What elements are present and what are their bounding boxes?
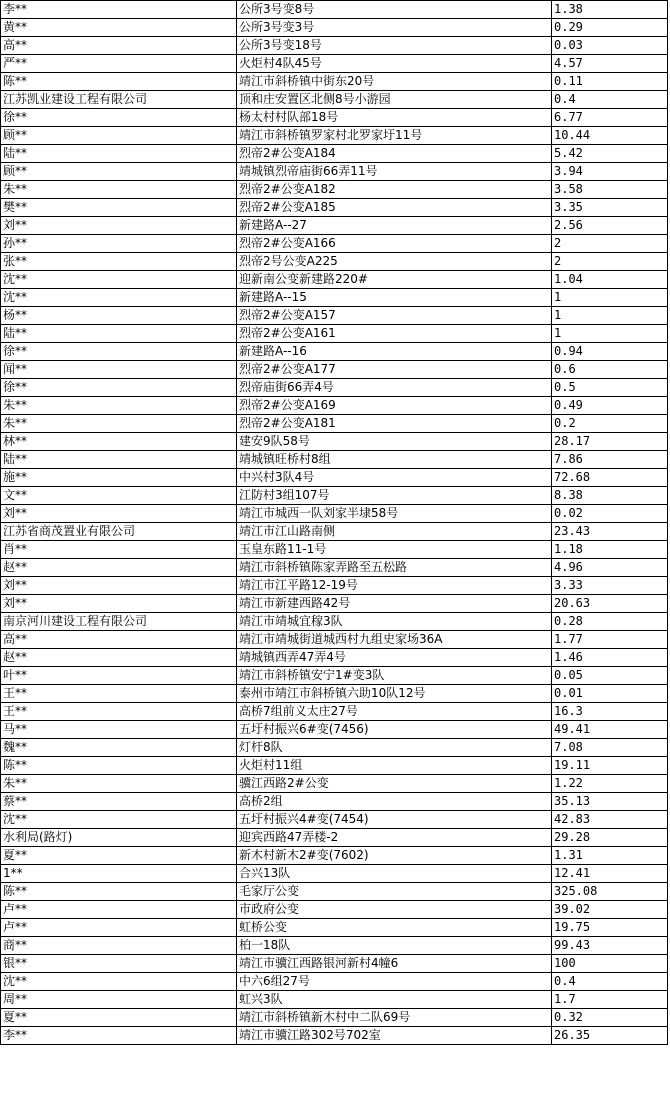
amount-cell: 99.43 [552,937,668,955]
address-cell: 五圩村振兴6#变(7456) [237,721,552,739]
address-cell: 烈帝庙街66弄4号 [237,379,552,397]
table-row [1,1,668,19]
name-cell: 魏** [1,739,237,757]
table-row [1,1009,668,1027]
amount-cell: 0.02 [552,505,668,523]
address-cell: 虹兴3队 [237,991,552,1009]
name-cell: 夏** [1,847,237,865]
name-cell: 赵** [1,559,237,577]
table-row [1,703,668,721]
amount-cell: 7.86 [552,451,668,469]
address-cell: 新木村新木2#变(7602) [237,847,552,865]
address-cell: 靖江市江平路12-19号 [237,577,552,595]
table-row [1,361,668,379]
name-cell: 林** [1,433,237,451]
address-cell: 烈帝2#公变A177 [237,361,552,379]
amount-cell: 1.22 [552,775,668,793]
table-row [1,127,668,145]
table-row [1,613,668,631]
address-cell: 靖江市斜桥镇中街东20号 [237,73,552,91]
table-row [1,667,668,685]
amount-cell: 1.77 [552,631,668,649]
amount-cell: 72.68 [552,469,668,487]
name-cell: 沈** [1,289,237,307]
address-cell: 靖江市靖城宜稼3队 [237,613,552,631]
amount-cell: 1 [552,307,668,325]
amount-cell: 23.43 [552,523,668,541]
table-row [1,883,668,901]
name-cell: 陆** [1,145,237,163]
table-row [1,19,668,37]
name-cell: 沈** [1,271,237,289]
table-row [1,991,668,1009]
address-cell: 迎宾西路47弄楼-2 [237,829,552,847]
table-row [1,469,668,487]
name-cell: 文** [1,487,237,505]
table-row [1,91,668,109]
amount-cell: 20.63 [552,595,668,613]
name-cell: 马** [1,721,237,739]
amount-cell: 0.5 [552,379,668,397]
address-cell: 新建路A--15 [237,289,552,307]
address-cell: 柏一18队 [237,937,552,955]
table-row [1,73,668,91]
name-cell: 李** [1,1,237,19]
amount-cell: 0.4 [552,91,668,109]
amount-cell: 3.35 [552,199,668,217]
address-cell: 烈帝2号公变A225 [237,253,552,271]
amount-cell: 12.41 [552,865,668,883]
amount-cell: 0.11 [552,73,668,91]
name-cell: 樊** [1,199,237,217]
amount-cell: 100 [552,955,668,973]
table-row [1,793,668,811]
name-cell: 沈** [1,973,237,991]
name-cell: 江苏省商茂置业有限公司 [1,523,237,541]
table-row [1,145,668,163]
table-row [1,325,668,343]
address-cell: 建安9队58号 [237,433,552,451]
name-cell: 赵** [1,649,237,667]
table-row [1,541,668,559]
name-cell: 孙** [1,235,237,253]
name-cell: 杨** [1,307,237,325]
table-row [1,55,668,73]
table-row [1,433,668,451]
address-cell: 新建路A--27 [237,217,552,235]
table-row [1,865,668,883]
table-row [1,685,668,703]
address-cell: 靖江市斜桥镇罗家村北罗家圩11号 [237,127,552,145]
name-cell: 周** [1,991,237,1009]
amount-cell: 8.38 [552,487,668,505]
amount-cell: 1.04 [552,271,668,289]
name-cell: 刘** [1,505,237,523]
address-cell: 泰州市靖江市斜桥镇六助10队12号 [237,685,552,703]
address-cell: 公所3号变3号 [237,19,552,37]
name-cell: 徐** [1,109,237,127]
address-cell: 顶和庄安置区北侧8号小游园 [237,91,552,109]
name-cell: 卢** [1,901,237,919]
table-row [1,937,668,955]
table-row [1,163,668,181]
table-row [1,523,668,541]
address-cell: 火炬村11组 [237,757,552,775]
address-cell: 烈帝2#公变A185 [237,199,552,217]
amount-cell: 39.02 [552,901,668,919]
name-cell: 施** [1,469,237,487]
address-cell: 高桥7组前义太庄27号 [237,703,552,721]
address-cell: 迎新南公变新建路220# [237,271,552,289]
name-cell: 朱** [1,397,237,415]
amount-cell: 2.56 [552,217,668,235]
address-cell: 靖江市靖城街道城西村九组史家场36A [237,631,552,649]
name-cell: 刘** [1,595,237,613]
amount-cell: 7.08 [552,739,668,757]
address-cell: 烈帝2#公变A166 [237,235,552,253]
name-cell: 徐** [1,379,237,397]
table-row [1,505,668,523]
table-row [1,739,668,757]
amount-cell: 0.03 [552,37,668,55]
address-cell: 灯杆8队 [237,739,552,757]
name-cell: 朱** [1,415,237,433]
table-row [1,217,668,235]
address-cell: 烈帝2#公变A182 [237,181,552,199]
address-cell: 靖江市城西一队刘家半埭58号 [237,505,552,523]
amount-cell: 1.18 [552,541,668,559]
name-cell: 王** [1,703,237,721]
name-cell: 江苏凯业建设工程有限公司 [1,91,237,109]
name-cell: 高** [1,631,237,649]
table-row [1,379,668,397]
address-cell: 烈帝2#公变A161 [237,325,552,343]
table-row [1,595,668,613]
amount-cell: 29.28 [552,829,668,847]
address-cell: 靖江市骥江路302号702室 [237,1027,552,1045]
name-cell: 银** [1,955,237,973]
amount-cell: 0.6 [552,361,668,379]
address-cell: 靖城镇西弄47弄4号 [237,649,552,667]
table-row [1,757,668,775]
name-cell: 沈** [1,811,237,829]
address-cell: 虹桥公变 [237,919,552,937]
amount-cell: 4.96 [552,559,668,577]
name-cell: 刘** [1,217,237,235]
amount-cell: 26.35 [552,1027,668,1045]
amount-cell: 1 [552,325,668,343]
amount-cell: 1.46 [552,649,668,667]
address-cell: 玉皇东路11-1号 [237,541,552,559]
address-cell: 毛家厅公变 [237,883,552,901]
amount-cell: 0.28 [552,613,668,631]
table-row [1,307,668,325]
amount-cell: 325.08 [552,883,668,901]
amount-cell: 1.38 [552,1,668,19]
amount-cell: 1.7 [552,991,668,1009]
amount-cell: 6.77 [552,109,668,127]
table-row [1,559,668,577]
table-row [1,811,668,829]
table-row [1,109,668,127]
address-cell: 公所3号变18号 [237,37,552,55]
name-cell: 夏** [1,1009,237,1027]
records-table-body [1,1,668,1045]
table-row [1,721,668,739]
address-cell: 烈帝2#公变A169 [237,397,552,415]
name-cell: 南京河川建设工程有限公司 [1,613,237,631]
name-cell: 陈** [1,73,237,91]
name-cell: 朱** [1,775,237,793]
name-cell: 刘** [1,577,237,595]
table-row [1,1027,668,1045]
amount-cell: 19.11 [552,757,668,775]
amount-cell: 1 [552,289,668,307]
name-cell: 陈** [1,883,237,901]
name-cell: 李** [1,1027,237,1045]
name-cell: 王** [1,685,237,703]
table-row [1,487,668,505]
name-cell: 叶** [1,667,237,685]
address-cell: 新建路A--16 [237,343,552,361]
amount-cell: 49.41 [552,721,668,739]
address-cell: 靖江市江山路南侧 [237,523,552,541]
amount-cell: 28.17 [552,433,668,451]
amount-cell: 10.44 [552,127,668,145]
address-cell: 公所3号变8号 [237,1,552,19]
table-row [1,901,668,919]
table-row [1,343,668,361]
name-cell: 朱** [1,181,237,199]
table-row [1,919,668,937]
address-cell: 中六6组27号 [237,973,552,991]
name-cell: 张** [1,253,237,271]
name-cell: 黄** [1,19,237,37]
amount-cell: 0.29 [552,19,668,37]
address-cell: 市政府公变 [237,901,552,919]
address-cell: 合兴13队 [237,865,552,883]
table-row [1,253,668,271]
table-row [1,289,668,307]
name-cell: 顾** [1,163,237,181]
table-row [1,181,668,199]
address-cell: 靖城镇旺桥村8组 [237,451,552,469]
table-row [1,577,668,595]
table-row [1,775,668,793]
address-cell: 五圩村振兴4#变(7454) [237,811,552,829]
table-row [1,397,668,415]
name-cell: 水利局(路灯) [1,829,237,847]
table-row [1,847,668,865]
amount-cell: 1.31 [552,847,668,865]
amount-cell: 0.49 [552,397,668,415]
amount-cell: 0.2 [552,415,668,433]
name-cell: 高** [1,37,237,55]
address-cell: 杨太村村队部18号 [237,109,552,127]
amount-cell: 0.32 [552,1009,668,1027]
amount-cell: 4.57 [552,55,668,73]
amount-cell: 3.94 [552,163,668,181]
table-row [1,973,668,991]
address-cell: 靖江市斜桥镇陈家弄路至五松路 [237,559,552,577]
address-cell: 江防村3组107号 [237,487,552,505]
address-cell: 烈帝2#公变A181 [237,415,552,433]
address-cell: 靖江市斜桥镇新木村中二队69号 [237,1009,552,1027]
name-cell: 陆** [1,325,237,343]
amount-cell: 35.13 [552,793,668,811]
name-cell: 商** [1,937,237,955]
table-row [1,271,668,289]
name-cell: 严** [1,55,237,73]
amount-cell: 0.01 [552,685,668,703]
address-cell: 高桥2组 [237,793,552,811]
name-cell: 陈** [1,757,237,775]
address-cell: 中兴村3队4号 [237,469,552,487]
address-cell: 骥江西路2#公变 [237,775,552,793]
amount-cell: 42.83 [552,811,668,829]
amount-cell: 3.33 [552,577,668,595]
name-cell: 蔡** [1,793,237,811]
table-row [1,829,668,847]
table-row [1,649,668,667]
amount-cell: 5.42 [552,145,668,163]
amount-cell: 2 [552,253,668,271]
name-cell: 卢** [1,919,237,937]
name-cell: 陆** [1,451,237,469]
name-cell: 闻** [1,361,237,379]
amount-cell: 2 [552,235,668,253]
amount-cell: 0.94 [552,343,668,361]
amount-cell: 16.3 [552,703,668,721]
name-cell: 1** [1,865,237,883]
amount-cell: 0.05 [552,667,668,685]
table-row [1,415,668,433]
address-cell: 靖江市新建西路42号 [237,595,552,613]
table-row [1,631,668,649]
address-cell: 靖江市斜桥镇安宁1#变3队 [237,667,552,685]
address-cell: 火炬村4队45号 [237,55,552,73]
address-cell: 靖城镇烈帝庙街66弄11号 [237,163,552,181]
address-cell: 烈帝2#公变A184 [237,145,552,163]
table-row [1,451,668,469]
name-cell: 肖** [1,541,237,559]
amount-cell: 3.58 [552,181,668,199]
table-row [1,199,668,217]
address-cell: 烈帝2#公变A157 [237,307,552,325]
amount-cell: 19.75 [552,919,668,937]
name-cell: 徐** [1,343,237,361]
table-row [1,37,668,55]
name-cell: 顾** [1,127,237,145]
amount-cell: 0.4 [552,973,668,991]
table-row [1,955,668,973]
table-row [1,235,668,253]
address-cell: 靖江市骥江西路银河新村4幢6 [237,955,552,973]
